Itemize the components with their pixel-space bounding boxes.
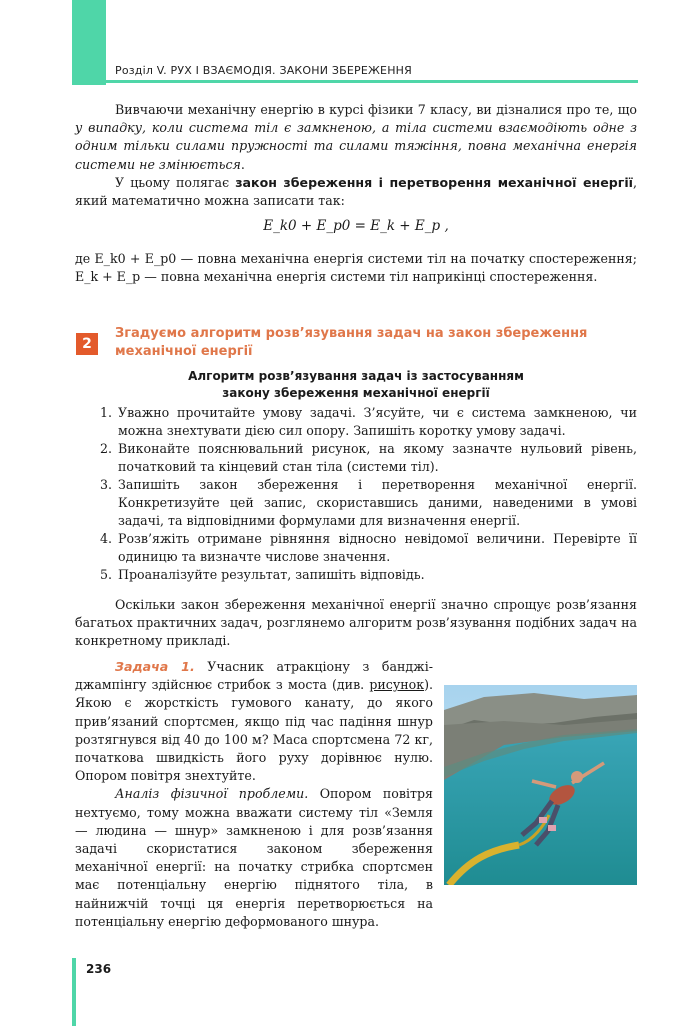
bungee-jump-photo: [444, 685, 637, 885]
intro-paragraph-1: Вивчаючи механічну енергію в курсі фізики 7 класу, ви дізналися про те, що у випадку, коли система тіл є замкненою, а тіла системи взаємодіють одне з одним тільки силами пружності та силами тяжіння, повна механічна енергія системи не змінюється.: [75, 102, 637, 172]
page-number: 236: [86, 962, 112, 976]
algorithm-step: 3. Запишіть закон збереження і перетворення механічної енергії. Конкретизуйте цей запис, скориставшись даними, наведеними в умові задачі, та відповідними формулами для визначення енергії.: [100, 477, 637, 528]
footer-accent-bar: [72, 958, 76, 1026]
header-rule: [106, 80, 638, 83]
energy-conservation-formula: E_k0 + E_p0 = E_k + E_p ,: [263, 218, 449, 234]
algorithm-step: 1. Уважно прочитайте умову задачі. З’ясуйте, чи є система замкненою, чи можна знехтувати дією сил опору. Запишіть коротку умову задачі.: [100, 405, 637, 438]
algorithm-step: 5. Проаналізуйте результат, запишіть відповідь.: [100, 567, 425, 582]
section-number-badge: 2: [76, 333, 98, 355]
algorithm-step: 2. Виконайте пояснювальний рисунок, на якому зазначте нульовий рівень, початковий та кінцевий стан тіла (системи тіл).: [100, 441, 637, 474]
chapter-header: Розділ V. РУХ І ВЗАЄМОДІЯ. ЗАКОНИ ЗБЕРЕЖЕННЯ: [115, 64, 412, 77]
task-label: Задача 1.: [115, 659, 195, 674]
figure-reference-link[interactable]: рисунок: [369, 677, 425, 693]
algorithm-steps: [100, 404, 637, 584]
section-title: Згадуємо алгоритм розв’язування задач на закон збереження механічної енергії: [115, 326, 588, 359]
algorithm-title: Алгоритм розв’язування задач із застосуванням закону збереження механічної енергії: [188, 369, 524, 400]
formula-explanation: де E_k0 + E_p0 — повна механічна енергія системи тіл на початку спостереження; E_k + E_p — повна механічна енергія системи тіл наприкінці спостереження.: [75, 251, 637, 285]
analysis-label: Аналіз фізичної проблеми.: [115, 786, 309, 802]
algorithm-step: 4. Розв’яжіть отримане рівняння відносно невідомої величини. Перевірте її одиницю та визначте числове значення.: [100, 531, 637, 564]
header-accent-bar: [72, 0, 106, 85]
intro-paragraph-2: У цьому полягає закон збереження і перетворення механічної енергії, який математично можна записати так:: [75, 175, 637, 209]
transition-paragraph: Оскільки закон збереження механічної енергії значно спрощує розв’язання багатьох практичних задач, розглянемо алгоритм розв’язування подібних задач на конкретному прикладі.: [75, 597, 637, 649]
task-1-statement: Задача 1. Учасник атракціону з банджі-джампінгу здійснює стрибок з моста (див. рисунок). Якою є жорсткість гумового канату, до якого прив’язаний спортсмен, якщо під час падіння шнур розтягнувся від 40 до 100 м? Маса спортсмена 72 кг, початкова швидкість його руху дорівнює нулю. Опором повітря знехтуйте. Аналіз фізичної проблеми. Опором повітря нехтуємо, тому можна вважати систему тіл «Земля — людина — шнур» замкненою і для розв’язання задачі скористатися законом збереження механічної енергії: на початку стрибка спортсмен має потенціальну енергію піднятого тіла, в найнижчій точці ця енергія перетворюється на потенціальну енергію деформованого шнура.: [75, 659, 433, 929]
bungee-jumper-illustration: [444, 685, 637, 885]
